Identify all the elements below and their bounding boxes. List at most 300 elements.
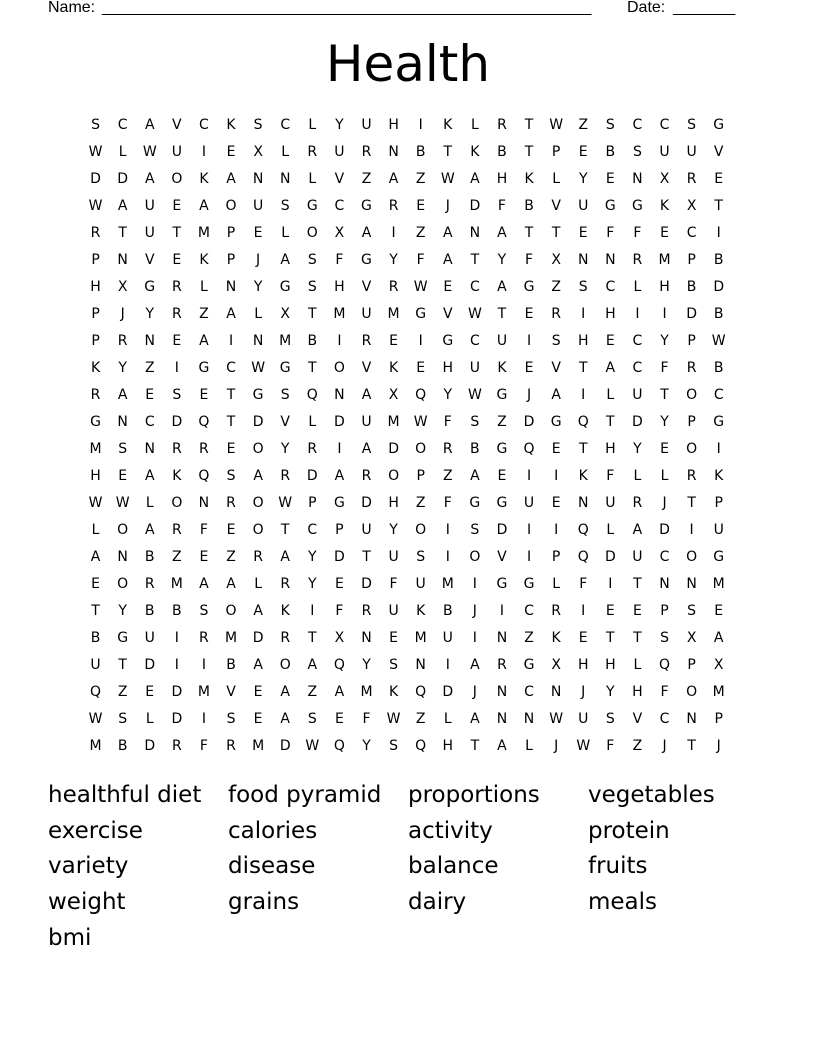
grid-letter: T	[578, 359, 588, 376]
grid-letter: N	[252, 170, 264, 187]
grid-letter: O	[171, 170, 183, 187]
grid-letter: N	[252, 332, 264, 349]
grid-letter: P	[551, 143, 561, 160]
grid-letter: E	[632, 602, 642, 619]
grid-letter: M	[89, 440, 102, 457]
grid-letter: L	[633, 467, 642, 484]
grid-letter: O	[279, 656, 291, 673]
grid-letter: G	[496, 386, 508, 403]
grid-letter: G	[279, 278, 291, 295]
grid-letter: L	[200, 278, 208, 295]
grid-letter: W	[251, 359, 266, 376]
grid-letter: U	[361, 521, 372, 538]
grid-letter: Y	[443, 386, 453, 403]
grid-letter: T	[633, 629, 642, 646]
grid-letter: B	[713, 305, 724, 322]
grid-row	[82, 489, 734, 516]
grid-letter: H	[577, 332, 589, 349]
grid-letter: O	[415, 521, 427, 538]
grid-row	[82, 462, 734, 489]
grid-letter: T	[660, 386, 669, 403]
grid-letter: X	[253, 143, 263, 160]
grid-letter: Z	[632, 737, 643, 754]
grid-letter: N	[686, 710, 697, 727]
grid-letter: A	[117, 197, 128, 214]
grid-row	[82, 732, 734, 759]
grid-letter: G	[523, 278, 535, 295]
grid-letter: Q	[415, 683, 427, 700]
grid-letter: D	[686, 305, 697, 322]
grid-letter: R	[199, 629, 209, 646]
grid-letter: P	[687, 656, 696, 673]
grid-row	[82, 408, 734, 435]
grid-letter: O	[686, 386, 698, 403]
grid-letter: G	[442, 332, 454, 349]
grid-letter: S	[578, 278, 588, 295]
grid-letter: G	[333, 494, 345, 511]
grid-letter: N	[523, 710, 535, 727]
grid-letter: G	[713, 413, 725, 430]
grid-letter: U	[496, 332, 508, 349]
grid-letter: A	[199, 575, 209, 592]
grid-letter: N	[496, 683, 508, 700]
grid-letter: F	[497, 197, 506, 214]
grid-letter: E	[253, 683, 263, 700]
grid-letter: I	[310, 602, 315, 619]
grid-letter: A	[605, 359, 616, 376]
grid-letter: H	[577, 656, 589, 673]
grid-letter: S	[280, 197, 290, 214]
grid-letter: A	[253, 656, 263, 673]
grid-letter: K	[659, 197, 670, 214]
word-list-item: bmi	[48, 924, 92, 951]
grid-letter: N	[117, 251, 128, 268]
grid-letter: R	[361, 467, 372, 484]
word-list-item: calories	[228, 817, 318, 844]
grid-letter: T	[443, 143, 453, 160]
grid-letter: J	[472, 683, 477, 700]
grid-letter: A	[280, 683, 290, 700]
grid-letter: E	[199, 386, 209, 403]
grid-letter: R	[551, 602, 561, 619]
word-list-item: variety	[48, 853, 129, 880]
grid-letter: F	[199, 521, 208, 538]
grid-letter: P	[308, 494, 317, 511]
grid-letter: A	[334, 683, 345, 700]
grid-letter: K	[199, 251, 209, 268]
grid-letter: I	[337, 440, 342, 457]
grid-letter: Y	[335, 116, 344, 133]
grid-letter: R	[307, 440, 318, 457]
grid-letter: S	[307, 251, 317, 268]
grid-letter: A	[632, 521, 643, 538]
word-list-item: disease	[228, 853, 316, 880]
grid-letter: P	[714, 710, 723, 727]
grid-letter: V	[361, 278, 372, 295]
grid-letter: C	[632, 359, 643, 376]
grid-letter: D	[334, 548, 345, 565]
grid-letter: Z	[226, 548, 236, 565]
grid-letter: L	[254, 305, 263, 322]
grid-letter: L	[443, 710, 452, 727]
grid-letter: N	[496, 629, 508, 646]
grid-letter: D	[713, 278, 725, 295]
word-list-item: meals	[588, 889, 658, 916]
grid-letter: C	[524, 683, 534, 700]
grid-letter: L	[308, 170, 317, 187]
grid-letter: U	[388, 602, 399, 619]
grid-letter: G	[279, 359, 291, 376]
grid-letter: W	[88, 197, 103, 214]
grid-letter: I	[391, 224, 396, 241]
grid-letter: J	[472, 602, 477, 619]
grid-letter: T	[606, 413, 615, 430]
grid-letter: B	[497, 143, 507, 160]
grid-letter: K	[416, 602, 426, 619]
grid-letter: E	[416, 197, 426, 214]
word-list-item: healthful diet	[48, 782, 202, 808]
grid-letter: W	[115, 494, 130, 511]
grid-letter: I	[662, 305, 667, 322]
grid-row	[82, 651, 734, 678]
grid-letter: B	[470, 440, 480, 457]
grid-letter: K	[90, 359, 101, 376]
grid-letter: E	[389, 332, 398, 349]
grid-letter: H	[388, 116, 399, 133]
grid-letter: R	[388, 197, 399, 214]
grid-letter: F	[633, 224, 642, 241]
grid-letter: L	[118, 143, 127, 160]
grid-letter: Q	[577, 548, 589, 565]
grid-letter: G	[550, 413, 562, 430]
grid-letter: V	[172, 116, 182, 133]
grid-letter: O	[388, 467, 400, 484]
grid-letter: Z	[524, 629, 534, 646]
grid-letter: N	[144, 332, 155, 349]
grid-letter: L	[660, 467, 669, 484]
grid-letter: Z	[199, 305, 209, 322]
grid-letter: I	[174, 359, 179, 376]
grid-letter: C	[605, 278, 616, 295]
grid-letter: V	[551, 359, 561, 376]
grid-letter: K	[524, 170, 534, 187]
grid-letter: R	[632, 251, 643, 268]
grid-letter: E	[334, 575, 344, 592]
grid-letter: H	[605, 440, 616, 457]
grid-letter: I	[418, 332, 423, 349]
grid-letter: B	[117, 737, 128, 754]
grid-letter: A	[144, 116, 155, 133]
grid-letter: C	[632, 116, 643, 133]
grid-letter: S	[687, 116, 697, 133]
grid-letter: M	[712, 575, 725, 592]
grid-letter: T	[714, 197, 723, 214]
grid-letter: Q	[577, 413, 589, 430]
grid-letter: Z	[415, 710, 426, 727]
grid-letter: M	[441, 575, 454, 592]
grid-letter: O	[415, 440, 427, 457]
grid-letter: T	[524, 143, 534, 160]
grid-letter: D	[604, 548, 616, 565]
grid-letter: X	[334, 224, 345, 241]
grid-letter: U	[469, 359, 480, 376]
grid-letter: T	[578, 440, 588, 457]
grid-letter: J	[581, 683, 586, 700]
grid-letter: V	[226, 683, 236, 700]
date-blank: _______	[673, 0, 736, 16]
grid-letter: I	[581, 305, 586, 322]
grid-letter: T	[470, 251, 480, 268]
grid-letter: J	[445, 197, 450, 214]
grid-letter: O	[225, 197, 237, 214]
grid-letter: U	[632, 548, 643, 565]
grid-letter: D	[523, 413, 535, 430]
grid-letter: G	[496, 494, 508, 511]
grid-letter: S	[199, 602, 209, 619]
grid-letter: Q	[523, 440, 535, 457]
grid-letter: I	[472, 629, 477, 646]
grid-letter: A	[470, 710, 480, 727]
grid-letter: E	[714, 170, 724, 187]
grid-letter: S	[632, 143, 642, 160]
grid-letter: V	[632, 710, 643, 727]
grid-letter: I	[526, 467, 532, 484]
grid-row	[82, 543, 734, 570]
grid-letter: Y	[118, 359, 127, 376]
grid-letter: Y	[145, 305, 155, 322]
word-list-item: activity	[408, 817, 493, 844]
grid-letter: S	[118, 440, 128, 457]
grid-letter: Y	[389, 521, 398, 538]
grid-letter: S	[605, 116, 615, 133]
grid-letter: U	[605, 494, 616, 511]
grid-letter: I	[689, 521, 694, 538]
grid-letter: C	[307, 521, 318, 538]
grid-letter: Y	[118, 602, 127, 619]
grid-letter: A	[361, 386, 372, 403]
grid-letter: E	[172, 251, 182, 268]
grid-letter: E	[91, 575, 100, 592]
grid-letter: E	[714, 602, 724, 619]
grid-letter: T	[633, 575, 642, 592]
grid-letter: F	[443, 494, 452, 511]
grid-letter: M	[658, 251, 671, 268]
grid-letter: T	[551, 224, 561, 241]
grid-letter: R	[497, 116, 507, 133]
grid-letter: I	[608, 575, 613, 592]
grid-letter: G	[631, 197, 643, 214]
grid-letter: L	[145, 710, 154, 727]
grid-letter: L	[633, 656, 642, 673]
grid-letter: N	[577, 251, 589, 268]
grid-letter: V	[280, 413, 290, 430]
grid-letter: Y	[606, 683, 615, 700]
grid-letter: E	[605, 602, 615, 619]
grid-letter: R	[144, 575, 155, 592]
grid-letter: M	[252, 737, 265, 754]
grid-letter: X	[686, 197, 697, 214]
grid-letter: A	[226, 305, 236, 322]
grid-letter: R	[117, 332, 128, 349]
grid-letter: P	[714, 494, 723, 511]
grid-letter: S	[389, 656, 399, 673]
grid-letter: H	[334, 278, 345, 295]
grid-letter: A	[307, 656, 318, 673]
grid-letter: H	[388, 494, 399, 511]
grid-letter: I	[445, 548, 450, 565]
grid-letter: G	[361, 251, 372, 268]
grid-letter: E	[578, 143, 588, 160]
grid-letter: W	[88, 710, 103, 727]
grid-letter: I	[635, 305, 640, 322]
grid-letter: V	[442, 305, 453, 322]
grid-letter: Z	[551, 278, 561, 295]
grid-letter: L	[145, 494, 154, 511]
grid-letter: P	[687, 413, 696, 430]
grid-letter: C	[659, 710, 670, 727]
grid-letter: K	[714, 467, 724, 484]
grid-letter: M	[197, 683, 210, 700]
grid-letter: W	[440, 170, 455, 187]
grid-letter: R	[90, 224, 101, 241]
grid-row	[82, 219, 734, 246]
grid-letter: R	[686, 170, 697, 187]
grid-letter: M	[387, 413, 400, 430]
grid-letter: U	[686, 143, 697, 160]
grid-letter: D	[144, 656, 156, 673]
grid-letter: R	[551, 305, 561, 322]
grid-letter: E	[497, 467, 507, 484]
grid-letter: R	[253, 548, 263, 565]
grid-letter: T	[118, 656, 127, 673]
grid-row	[82, 516, 734, 543]
grid-letter: F	[199, 737, 208, 754]
grid-letter: A	[144, 170, 155, 187]
grid-letter: B	[226, 656, 236, 673]
grid-letter: Z	[578, 116, 589, 133]
grid-row	[82, 273, 734, 300]
grid-letter: O	[252, 521, 264, 538]
grid-letter: Q	[90, 683, 102, 700]
grid-letter: D	[388, 440, 399, 457]
grid-letter: N	[388, 143, 399, 160]
grid-letter: M	[360, 683, 373, 700]
grid-letter: T	[606, 629, 615, 646]
grid-letter: E	[145, 683, 155, 700]
grid-letter: X	[686, 629, 697, 646]
grid-letter: X	[551, 656, 561, 673]
grid-letter: B	[713, 359, 724, 376]
grid-letter: B	[442, 602, 453, 619]
grid-letter: Y	[389, 251, 398, 268]
grid-row	[82, 165, 734, 192]
grid-letter: E	[660, 224, 669, 241]
grid-letter: D	[252, 629, 264, 646]
grid-letter: N	[632, 170, 643, 187]
grid-row	[82, 246, 734, 273]
grid-row	[82, 678, 734, 705]
grid-row	[82, 111, 734, 138]
grid-letter: F	[416, 251, 425, 268]
grid-letter: P	[226, 251, 236, 268]
grid-letter: V	[144, 251, 155, 268]
grid-letter: L	[606, 521, 615, 538]
grid-letter: F	[389, 575, 398, 592]
word-list-item: proportions	[408, 782, 540, 808]
grid-letter: X	[713, 656, 724, 673]
grid-letter: U	[388, 548, 399, 565]
grid-letter: L	[254, 575, 263, 592]
grid-letter: R	[686, 359, 697, 376]
grid-letter: O	[117, 521, 129, 538]
grid-letter: C	[713, 386, 724, 403]
grid-letter: F	[335, 251, 344, 268]
grid-letter: P	[91, 305, 100, 322]
grid-row	[82, 705, 734, 732]
grid-letter: I	[554, 467, 559, 484]
grid-letter: L	[281, 143, 290, 160]
grid-letter: R	[442, 440, 453, 457]
word-list-item: balance	[408, 853, 499, 880]
grid-letter: R	[171, 305, 182, 322]
grid-letter: A	[551, 386, 561, 403]
grid-letter: E	[660, 440, 669, 457]
grid-letter: L	[308, 116, 317, 133]
grid-letter: G	[469, 494, 481, 511]
grid-letter: O	[252, 494, 264, 511]
grid-letter: W	[142, 143, 157, 160]
grid-letter: W	[88, 494, 103, 511]
grid-letter: U	[415, 575, 426, 592]
grid-letter: H	[496, 170, 508, 187]
grid-letter: U	[361, 116, 372, 133]
grid-letter: H	[632, 683, 643, 700]
grid-letter: H	[90, 278, 101, 295]
grid-letter: E	[226, 440, 236, 457]
grid-letter: R	[497, 656, 507, 673]
grid-letter: I	[526, 332, 532, 349]
grid-letter: E	[118, 467, 128, 484]
grid-letter: A	[199, 197, 209, 214]
grid-letter: A	[361, 224, 372, 241]
grid-letter: N	[686, 575, 697, 592]
grid-letter: I	[201, 710, 206, 727]
grid-letter: E	[199, 548, 209, 565]
grid-letter: R	[361, 143, 372, 160]
grid-letter: P	[335, 521, 344, 538]
grid-letter: K	[470, 143, 480, 160]
grid-letter: P	[660, 602, 669, 619]
grid-letter: B	[172, 602, 182, 619]
grid-letter: T	[470, 737, 480, 754]
word-list-item: dairy	[408, 889, 467, 916]
grid-letter: F	[606, 737, 615, 754]
grid-letter: R	[280, 629, 291, 646]
grid-letter: Y	[253, 278, 263, 295]
grid-letter: I	[174, 629, 179, 646]
grid-letter: U	[361, 305, 372, 322]
grid-letter: I	[445, 521, 450, 538]
grid-letter: G	[144, 278, 156, 295]
grid-letter: F	[606, 467, 615, 484]
grid-letter: I	[581, 386, 586, 403]
grid-letter: K	[226, 116, 236, 133]
grid-letter: Z	[172, 548, 182, 565]
grid-letter: Y	[578, 170, 588, 187]
grid-letter: T	[362, 548, 371, 565]
grid-letter: S	[389, 737, 399, 754]
grid-letter: I	[201, 656, 206, 673]
